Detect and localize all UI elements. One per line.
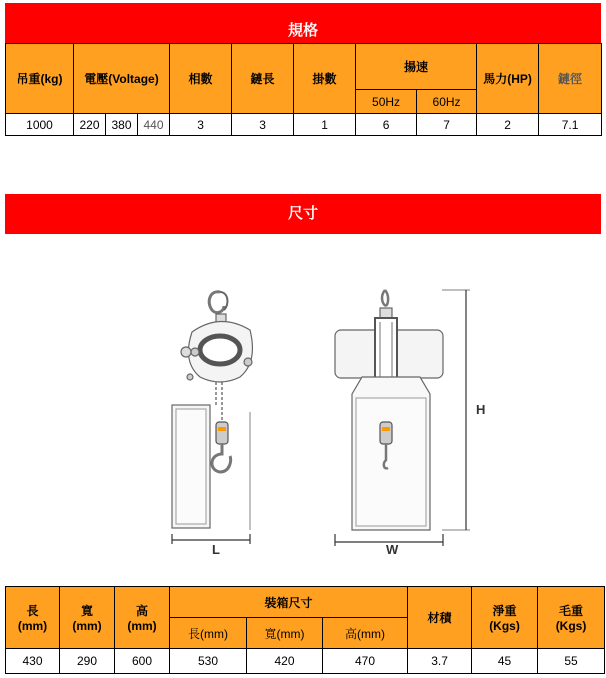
- header-volume: 材積: [408, 587, 472, 649]
- value-phase: 3: [170, 114, 232, 136]
- label-l: L: [212, 542, 220, 557]
- value-voltage-380: 380: [106, 114, 138, 136]
- header-load: 吊重(kg): [6, 44, 74, 114]
- hoist-side-view: [150, 282, 270, 557]
- spec-title: 規格: [287, 22, 318, 39]
- value-horsepower: 2: [477, 114, 539, 136]
- header-box-length: 長(mm): [170, 618, 247, 649]
- header-speed-60hz: 60Hz: [417, 90, 477, 114]
- header-width-unit: (mm): [72, 619, 102, 633]
- front-view-outline: [335, 290, 443, 530]
- header-speed: 揚速: [356, 44, 477, 90]
- header-length: [6, 587, 60, 649]
- header-net-weight: [472, 587, 538, 649]
- header-voltage: 電壓(Voltage): [74, 44, 170, 114]
- value-chain-dia: 7.1: [539, 114, 602, 136]
- value-falls: 1: [294, 114, 356, 136]
- header-speed-50hz: 50Hz: [356, 90, 417, 114]
- label-w: W: [386, 542, 399, 557]
- header-box-height: 高(mm): [323, 618, 408, 649]
- header-net-weight-label: 淨重: [492, 604, 517, 618]
- value-height: 600: [115, 649, 170, 674]
- value-chain-length: 3: [232, 114, 294, 136]
- value-gross-weight: 55: [538, 649, 605, 674]
- value-speed-50hz: 6: [356, 114, 417, 136]
- value-length: 430: [6, 649, 60, 674]
- header-gross-weight-unit: (Kgs): [555, 619, 587, 633]
- packing-table: [5, 586, 605, 674]
- value-box-length: 530: [170, 649, 247, 674]
- value-volume: 3.7: [408, 649, 472, 674]
- spec-table: [5, 43, 602, 136]
- hoist-front-view: [330, 282, 480, 557]
- value-voltage-440: 440: [138, 114, 170, 136]
- header-falls: 掛數: [294, 44, 356, 114]
- header-chain-length: 鏈長: [232, 44, 294, 114]
- header-height-label: 高: [135, 604, 148, 618]
- header-net-weight-unit: (Kgs): [489, 619, 520, 633]
- value-box-width: 420: [247, 649, 323, 674]
- header-height-unit: (mm): [127, 619, 157, 633]
- header-length-label: 長: [26, 604, 39, 618]
- value-width: 290: [60, 649, 115, 674]
- header-gross-weight: [538, 587, 605, 649]
- value-box-height: 470: [323, 649, 408, 674]
- value-net-weight: 45: [472, 649, 538, 674]
- value-load: 1000: [6, 114, 74, 136]
- header-horsepower: 馬力(HP): [477, 44, 539, 114]
- value-voltage-220: 220: [74, 114, 106, 136]
- spec-title-bar: [5, 3, 601, 43]
- header-width-label: 寬: [80, 604, 93, 618]
- header-phase: 相數: [170, 44, 232, 114]
- value-speed-60hz: 7: [417, 114, 477, 136]
- header-width: [60, 587, 115, 649]
- header-height: [115, 587, 170, 649]
- header-length-unit: (mm): [17, 619, 48, 633]
- header-chain-dia: 鏈徑: [539, 44, 602, 114]
- side-view-outline: [172, 292, 252, 530]
- label-h: H: [476, 402, 486, 417]
- dimensions-title: 尺寸: [287, 205, 318, 222]
- header-box-size: 裝箱尺寸: [170, 587, 408, 618]
- header-gross-weight-label: 毛重: [559, 604, 584, 618]
- header-box-width: 寬(mm): [247, 618, 323, 649]
- dimensions-title-bar: [5, 194, 601, 234]
